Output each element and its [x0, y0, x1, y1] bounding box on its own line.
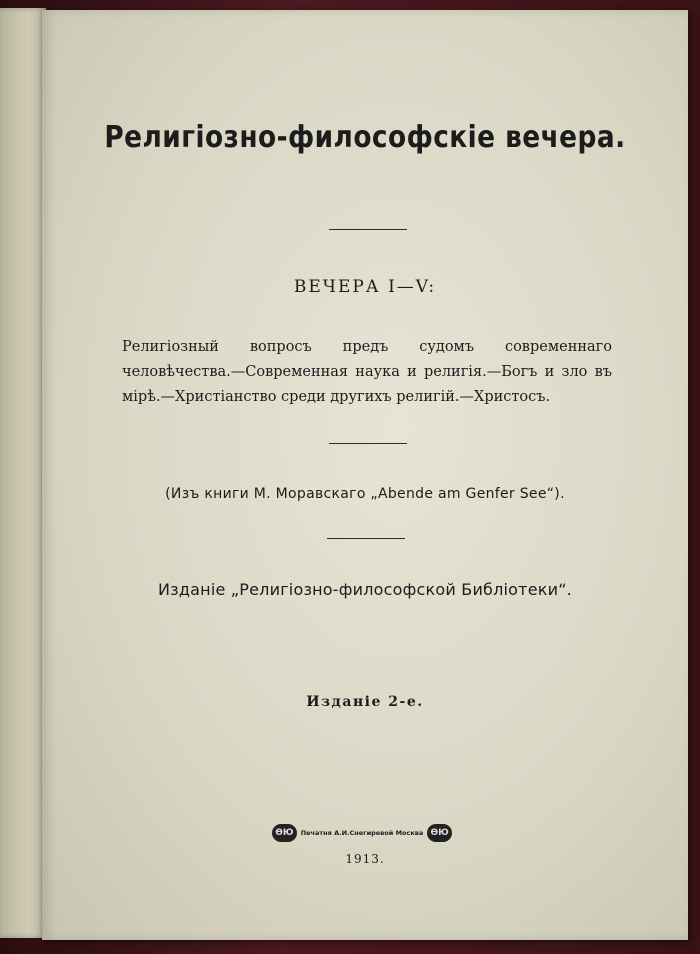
divider-rule	[329, 443, 407, 444]
publisher-line: Изданiе „Религiозно-философской Библiотеки“.	[158, 580, 572, 599]
printer-name: Печатня А.И.Снегиревой Москва	[300, 829, 424, 837]
printer-imprint	[272, 822, 452, 844]
edition-line: Изданiе 2-е.	[306, 694, 424, 710]
title-page	[42, 10, 688, 940]
book-title: Религiозно-философскiе вечера.	[104, 120, 626, 155]
contents-paragraph: Религiозный вопросъ предъ судомъ современнаго человѣчества.—Современная наука и религiя.—Богъ и зло въ мiрѣ.—Христiанство среди другихъ религiй.—Христосъ.	[122, 339, 612, 405]
divider-rule	[327, 538, 405, 539]
printer-emblem-icon: ӨЮ	[427, 824, 452, 842]
printer-emblem-icon: ӨЮ	[272, 824, 297, 842]
publication-year: 1913.	[345, 852, 385, 866]
section-heading: ВЕЧЕРА I—V:	[293, 277, 437, 297]
divider-rule	[329, 229, 407, 230]
source-note: (Изъ книги М. Моравскаго „Abende am Genfer See“).	[165, 486, 565, 502]
previous-page-edge	[0, 8, 46, 938]
